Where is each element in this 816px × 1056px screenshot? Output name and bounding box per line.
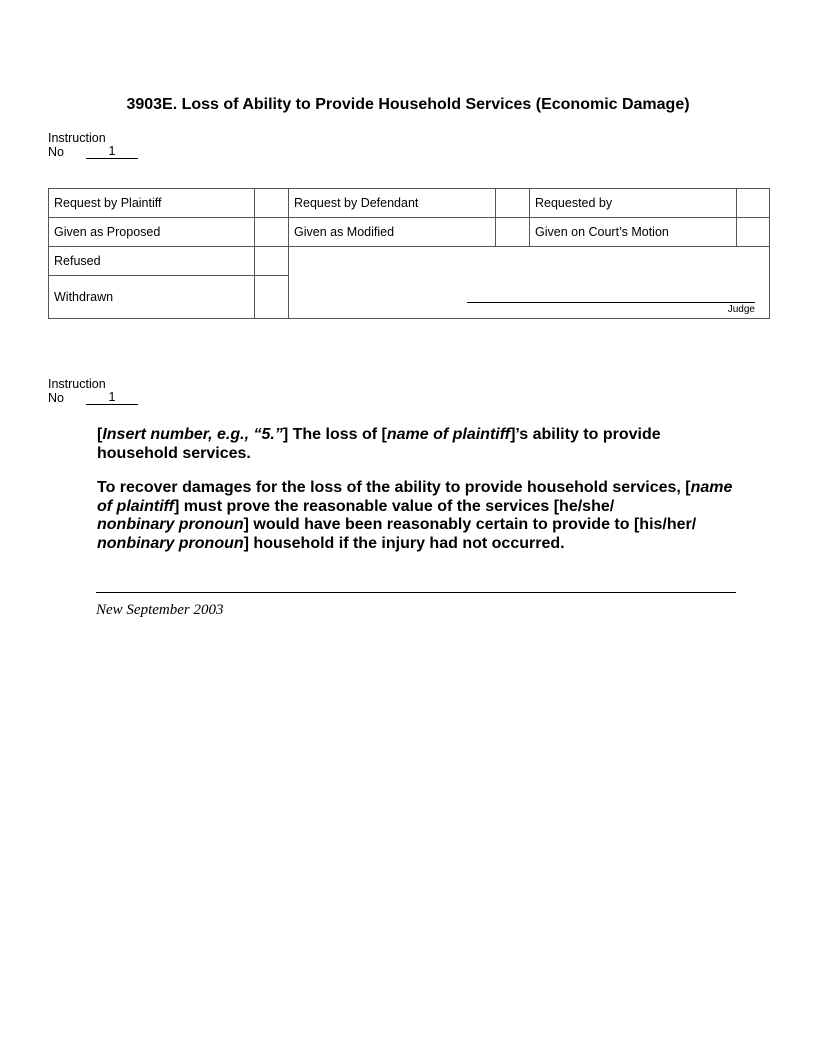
- instruction-heading-paragraph: [97, 426, 737, 463]
- italic-placeholder: name of plaintiff: [386, 426, 511, 443]
- instruction-label: Instruction: [48, 131, 106, 145]
- withdrawn-checkbox[interactable]: [255, 276, 289, 319]
- given-as-proposed-label: Given as Proposed: [49, 218, 255, 247]
- italic-placeholder: name of plaintiff: [97, 479, 733, 515]
- page-title: 3903E. Loss of Ability to Provide Household Services (Economic Damage): [126, 96, 690, 113]
- italic-placeholder: Insert number, e.g., “5.”: [102, 426, 283, 443]
- instruction-no-label: No: [48, 145, 64, 159]
- text-run: ]’s ability to provide household services.: [97, 426, 661, 462]
- refused-label: Refused: [49, 247, 255, 276]
- given-as-modified-label: Given as Modified: [289, 218, 496, 247]
- history-note: New September 2003: [96, 602, 224, 618]
- text-run: To recover damages for the loss of the ability to provide household services, [: [97, 479, 691, 496]
- requested-by-checkbox[interactable]: [737, 189, 770, 218]
- withdrawn-label: Withdrawn: [49, 276, 255, 319]
- request-by-defendant-label: Request by Defendant: [289, 189, 496, 218]
- instruction-number-top: [48, 131, 138, 159]
- italic-placeholder: nonbinary pronoun: [97, 516, 244, 533]
- instruction-number-field[interactable]: 1: [86, 145, 138, 159]
- refused-checkbox[interactable]: [255, 247, 289, 276]
- judge-signature-line[interactable]: [467, 302, 755, 303]
- instruction-label: Instruction: [48, 377, 106, 391]
- judge-label: Judge: [727, 304, 755, 315]
- judge-signature-area: [289, 247, 770, 319]
- instruction-number-bottom: [48, 377, 138, 405]
- given-as-modified-checkbox[interactable]: [496, 218, 530, 247]
- instruction-body: [97, 426, 737, 569]
- requested-by-label: Requested by: [530, 189, 737, 218]
- instruction-main-paragraph: [97, 479, 737, 553]
- section-divider: [96, 592, 736, 593]
- given-on-courts-motion-checkbox[interactable]: [737, 218, 770, 247]
- request-table: [48, 188, 770, 319]
- instruction-number-field[interactable]: 1: [86, 391, 138, 405]
- text-run: ] would have been reasonably certain to provide to [his/her/: [243, 516, 697, 533]
- text-run: ] household if the injury had not occurred.: [243, 534, 565, 552]
- instruction-no-label: No: [48, 391, 64, 405]
- request-by-defendant-checkbox[interactable]: [496, 189, 530, 218]
- text-run: ] must prove the reasonable value of the services [he/she/: [174, 497, 615, 515]
- text-run: ] The loss of [: [282, 426, 387, 443]
- given-on-courts-motion-label: Given on Court’s Motion: [530, 218, 737, 247]
- italic-placeholder: nonbinary pronoun: [97, 534, 244, 552]
- request-by-plaintiff-checkbox[interactable]: [255, 189, 289, 218]
- text-run: [: [97, 426, 103, 443]
- request-by-plaintiff-label: Request by Plaintiff: [49, 189, 255, 218]
- given-as-proposed-checkbox[interactable]: [255, 218, 289, 247]
